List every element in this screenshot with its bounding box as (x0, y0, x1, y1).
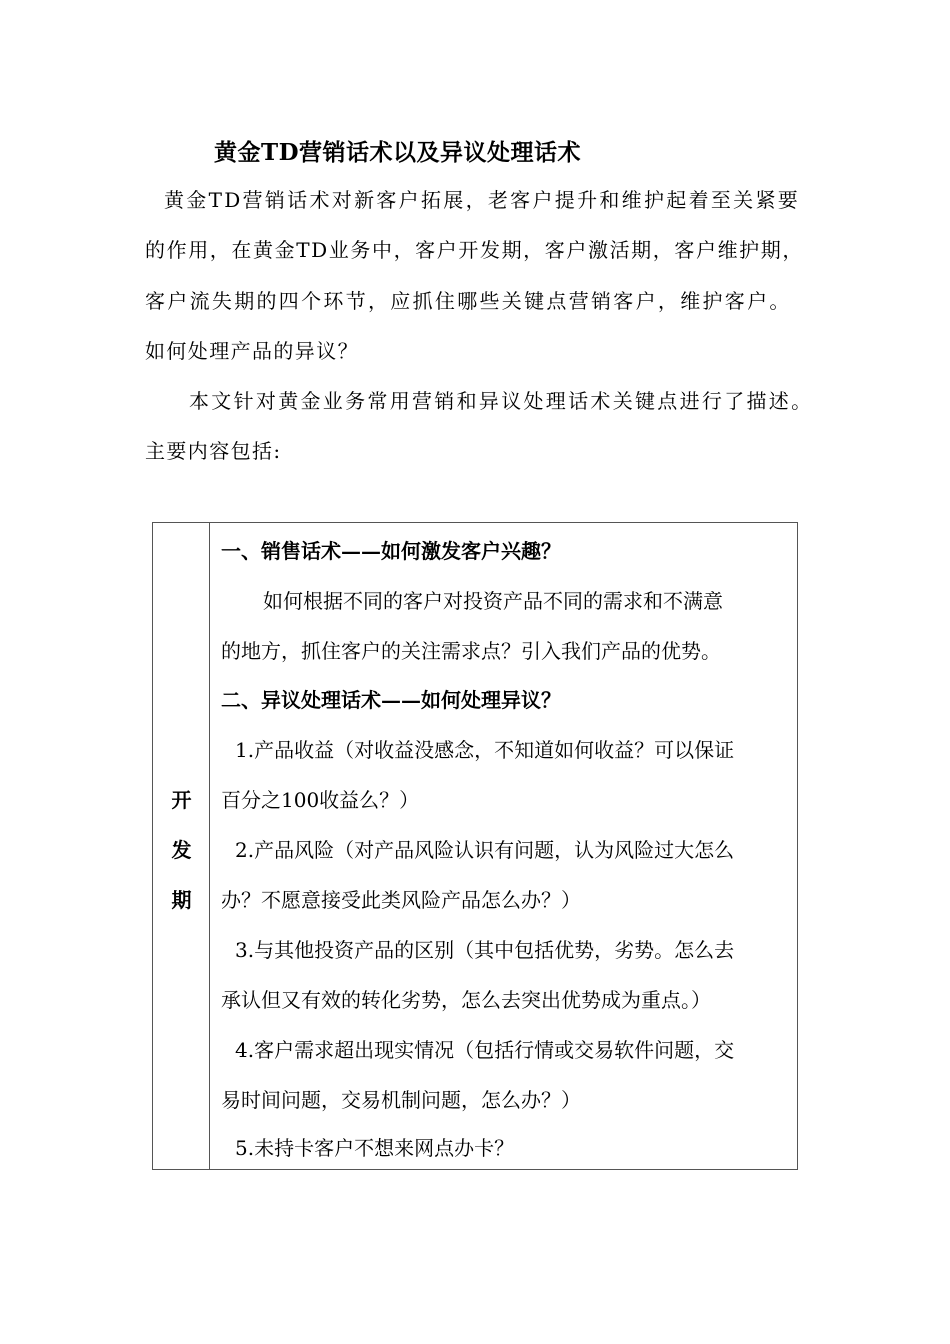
page-title: 黄金TD营销话术以及异议处理话术 (214, 139, 582, 166)
stage-label-char: 开 (171, 788, 192, 812)
paragraph-line: 如何根据不同的客户对投资产品不同的需求和不满意 (263, 589, 723, 613)
stage-label-char: 期 (171, 888, 192, 912)
list-item-line: 易时间问题，交易机制问题，怎么办？） (221, 1088, 581, 1112)
list-item-line: 办？不愿意接受此类风险产品怎么办？） (221, 888, 581, 912)
list-item-line: 百分之100收益么？） (221, 788, 420, 812)
intro-line: 主要内容包括: (145, 439, 282, 463)
intro-line: 本文针对黄金业务常用营销和异议处理话术关键点进行了描述。 (189, 389, 814, 413)
list-item-line: 2.产品风险（对产品风险认识有问题，认为风险过大怎么 (235, 838, 735, 862)
list-item-line: 1.产品收益（对收益没感念，不知道如何收益？可以保证 (235, 738, 735, 762)
intro-line: 黄金TD营销话术对新客户拓展，老客户提升和维护起着至关紧要 (164, 188, 801, 212)
section-heading: 二、异议处理话术——如何处理异议？ (221, 688, 561, 712)
section-heading: 一、销售话术——如何激发客户兴趣？ (221, 539, 561, 563)
stage-label-char: 发 (171, 838, 192, 862)
list-item-line: 承认但又有效的转化劣势，怎么去突出优势成为重点。） (221, 988, 711, 1012)
list-item-line: 5.未持卡客户不想来网点办卡？ (235, 1136, 515, 1160)
list-item-line: 3.与其他投资产品的区别（其中包括优势，劣势。怎么去 (235, 938, 735, 962)
content-table (152, 522, 798, 1170)
list-item-line: 4.客户需求超出现实情况（包括行情或交易软件问题，交 (235, 1038, 735, 1062)
intro-line: 如何处理产品的异议？ (145, 339, 359, 363)
stage-column (153, 523, 210, 1169)
intro-line: 的作用，在黄金TD业务中，客户开发期，客户激活期，客户维护期， (145, 238, 804, 262)
intro-line: 客户流失期的四个环节，应抓住哪些关键点营销客户，维护客户。 (145, 289, 792, 313)
paragraph-line: 的地方，抓住客户的关注需求点？引入我们产品的优势。 (221, 639, 721, 663)
